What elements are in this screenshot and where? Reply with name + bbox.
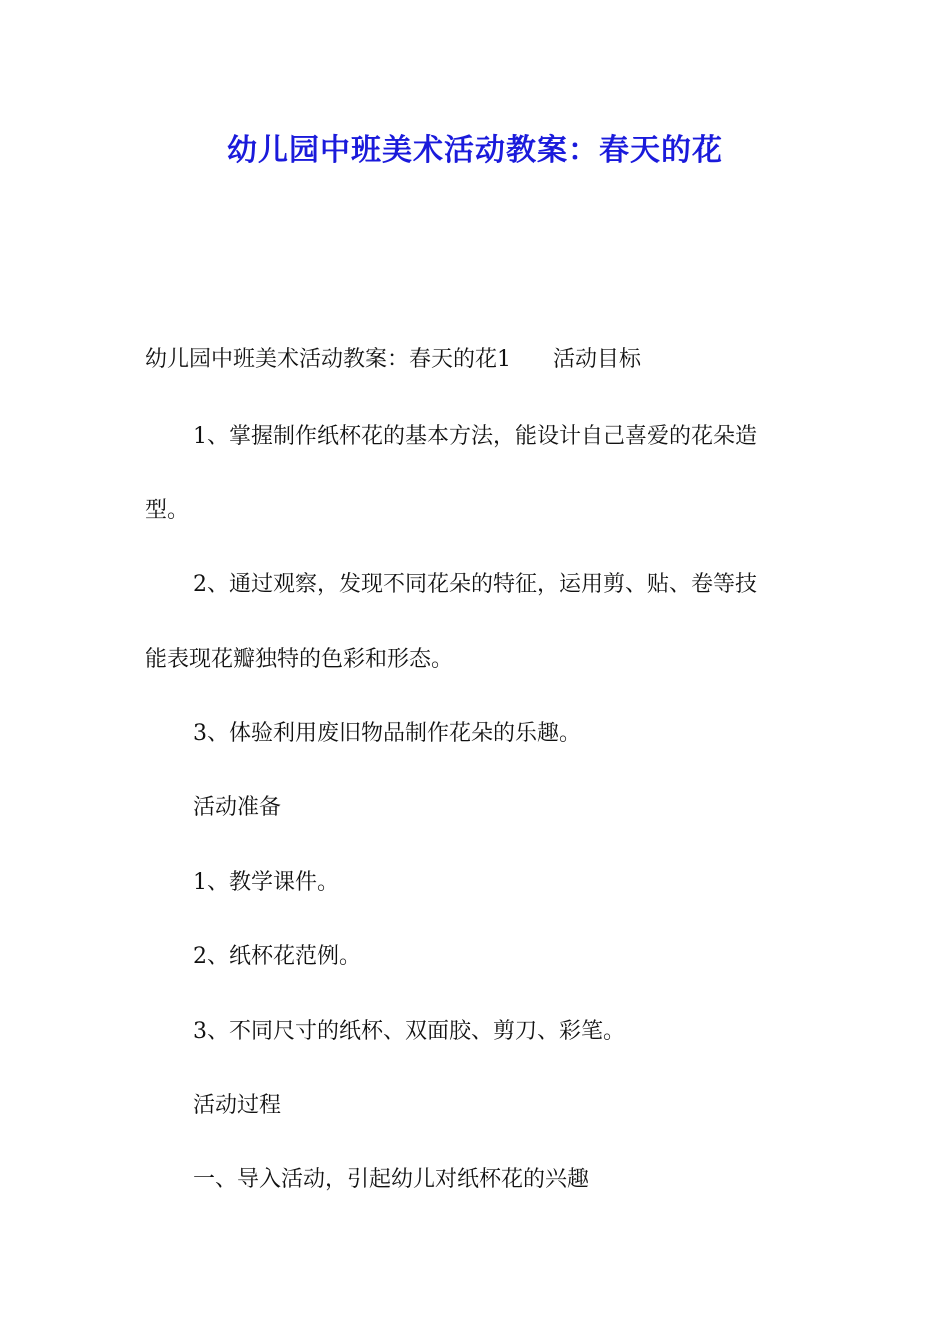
objectives-heading: 活动目标 bbox=[553, 347, 642, 372]
process-step-1: 一、导入活动，引起幼儿对纸杯花的兴趣 bbox=[193, 1167, 590, 1192]
preparation-item-1: 1、教学课件。 bbox=[193, 870, 339, 895]
intro-line bbox=[145, 345, 641, 375]
preparation-item-2: 2、纸杯花范例。 bbox=[193, 944, 361, 969]
document-title: 幼儿园中班美术活动教案：春天的花 bbox=[227, 133, 723, 168]
preparation-item-3: 3、不同尺寸的纸杯、双面胶、剪刀、彩笔。 bbox=[193, 1019, 625, 1044]
intro-heading: 幼儿园中班美术活动教案：春天的花1 bbox=[145, 347, 511, 372]
objective-2-line-2: 能表现花瓣独特的色彩和形态。 bbox=[145, 647, 454, 672]
objective-3: 3、体验利用废旧物品制作花朵的乐趣。 bbox=[193, 721, 581, 746]
objective-2-line-1: 2、通过观察，发现不同花朵的特征，运用剪、贴、卷等技 bbox=[193, 572, 757, 597]
preparation-heading: 活动准备 bbox=[193, 795, 282, 820]
process-heading: 活动过程 bbox=[193, 1093, 282, 1118]
objective-1-line-2: 型。 bbox=[145, 498, 190, 523]
objective-1-line-1: 1、掌握制作纸杯花的基本方法，能设计自己喜爱的花朵造 bbox=[193, 424, 757, 449]
